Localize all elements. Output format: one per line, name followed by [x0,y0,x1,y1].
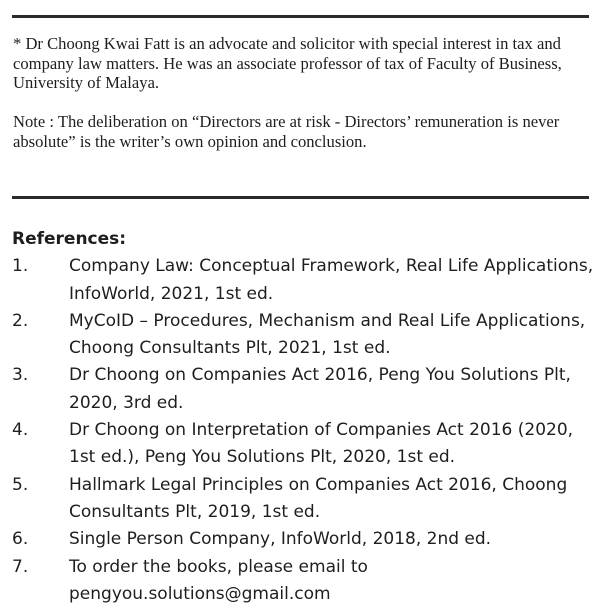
reference-number: 2. [12,310,29,331]
reference-item [12,526,597,553]
author-note-section [13,34,593,151]
reference-item [12,362,597,417]
reference-item [12,308,597,363]
reference-item-order-info [12,554,597,609]
references-list [12,253,597,608]
reference-text: Dr Choong on Interpretation of Companies Act 2016 (2020, 1st ed.), Peng You Solutions Plt, 2020, 1st ed. [69,420,574,468]
disclaimer-note: Note : The deliberation on “Directors are at risk - Directors’ remuneration is never absolute” is the writer’s own opinion and conclusion. [13,112,560,151]
reference-text: Single Person Company, InfoWorld, 2018, 2nd ed. [69,529,492,550]
reference-number: 3. [12,365,29,386]
reference-number: 1. [12,256,29,277]
top-divider [12,15,589,18]
reference-number: 7. [12,556,29,577]
section-divider [12,196,589,199]
reference-item [12,472,597,527]
reference-number: 5. [12,474,29,495]
reference-item [12,253,597,308]
reference-text: Hallmark Legal Principles on Companies Act 2016, Choong Consultants Plt, 2019, 1st ed. [69,474,568,522]
reference-number: 6. [12,529,29,550]
order-email-text: To order the books, please email to pengyou.solutions@gmail.com [69,556,368,604]
author-bio: * Dr Choong Kwai Fatt is an advocate and solicitor with special interest in tax and company law matters. He was an associate professor of tax of Faculty of Business, University of Malaya. [13,34,562,92]
references-heading: References: [12,229,127,249]
reference-number: 4. [12,420,29,441]
references-section [12,226,597,608]
reference-item [12,417,597,472]
reference-text: Company Law: Conceptual Framework, Real Life Applications, InfoWorld, 2021, 1st ed. [69,256,594,304]
reference-text: MyCoID – Procedures, Mechanism and Real Life Applications, Choong Consultants Plt, 2021, 1st ed. [69,310,586,359]
reference-text: Dr Choong on Companies Act 2016, Peng You Solutions Plt, 2020, 3rd ed. [69,365,571,413]
